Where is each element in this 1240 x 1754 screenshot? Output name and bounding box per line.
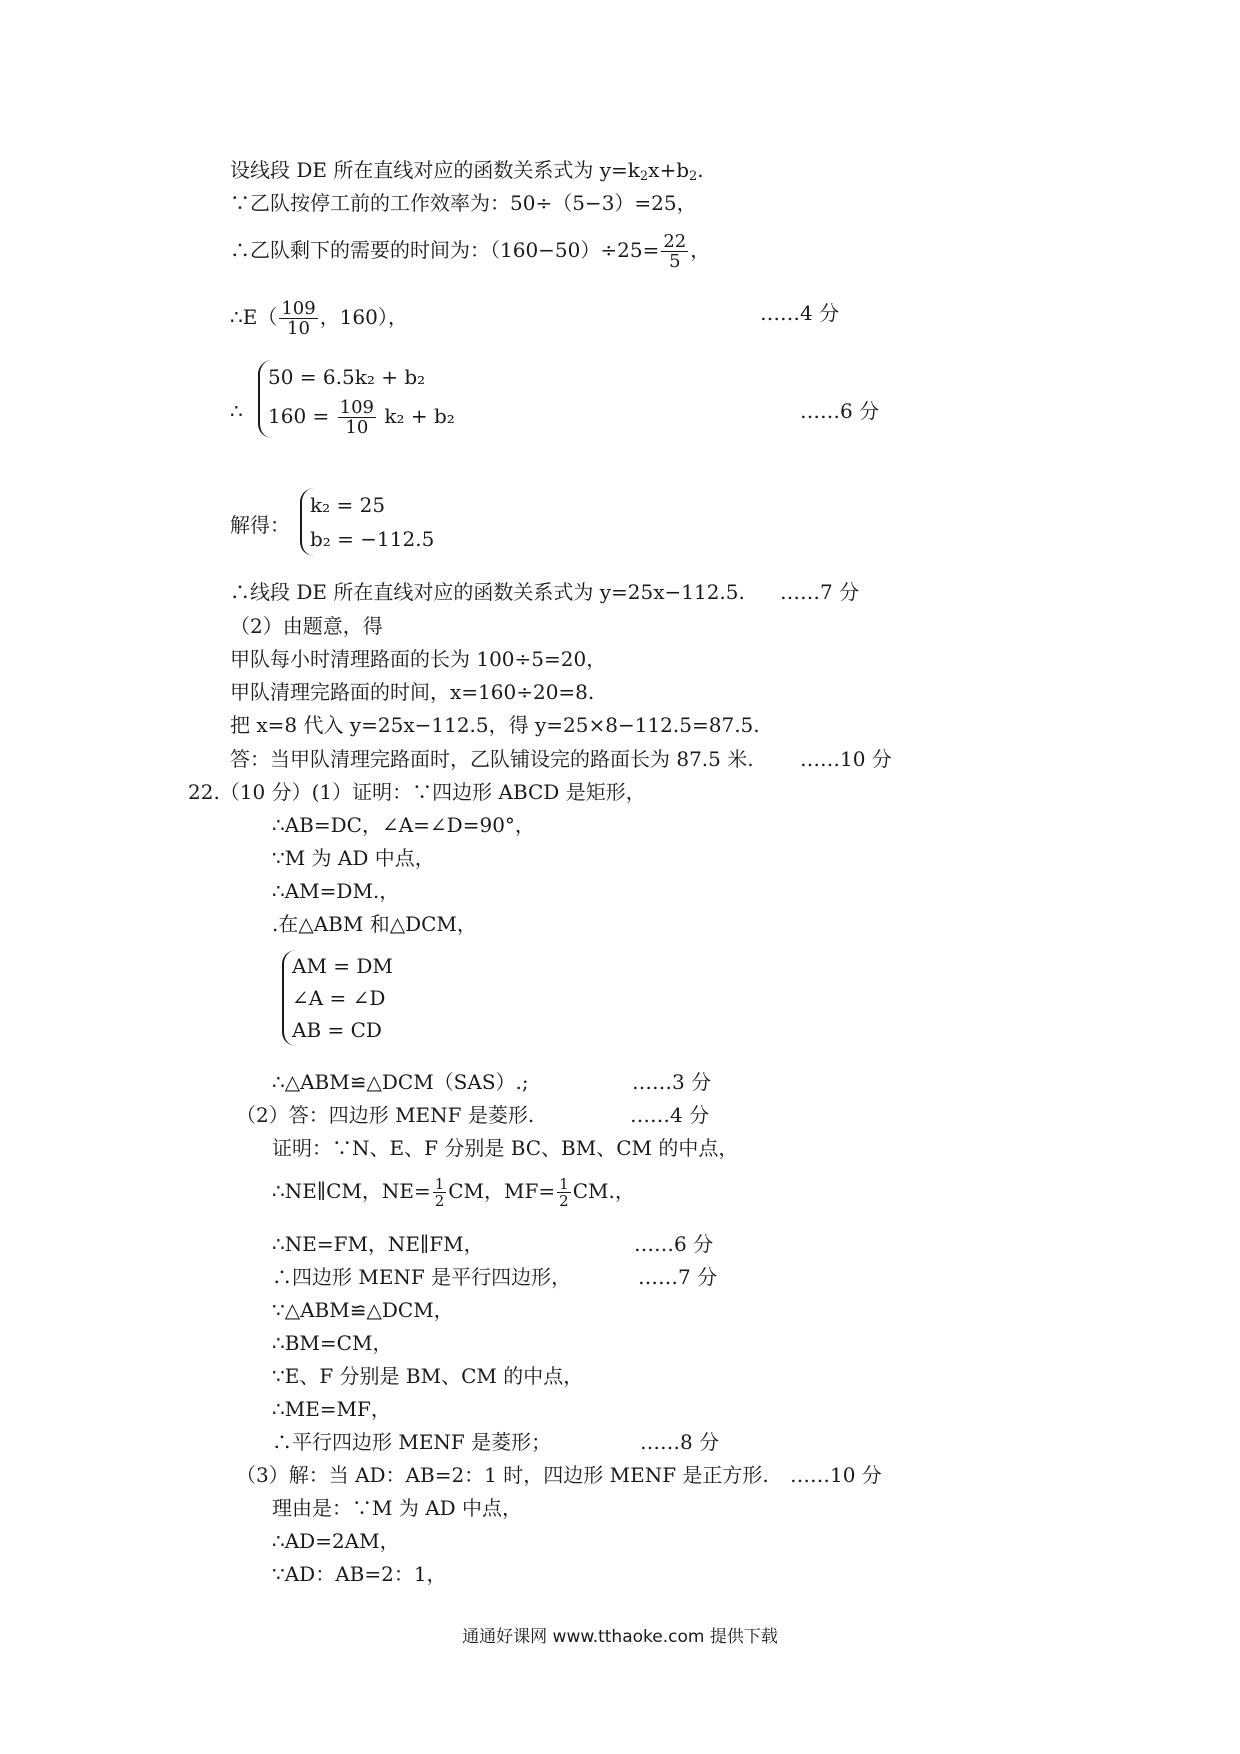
score-marker: ……7 分: [780, 580, 860, 604]
equation-lead: 解得：: [230, 513, 290, 537]
text-line: ∵E、F 分别是 BM、CM 的中点，: [272, 1364, 584, 1388]
score-marker: ……6 分: [800, 399, 880, 423]
text-line: 把 x=8 代入 y=25x−112.5，得 y=25×8−112.5=87.5.: [230, 713, 760, 737]
text-line: （3）解：当 AD：AB=2：1 时，四边形 MENF 是正方形.: [236, 1463, 769, 1487]
text-line: .在△ABM 和△DCM，: [272, 912, 477, 936]
equation-row: b₂ = −112.5: [310, 527, 435, 551]
equation-lead: ∴: [230, 399, 243, 423]
text-line: ∴BM=CM，: [272, 1331, 393, 1355]
text-line: ∴NE∥CM，NE= $\frac{1}{2}$ CM，MF= $\frac{1}{2}$ CM.，: [272, 1175, 635, 1210]
score-marker: ……6 分: [634, 1232, 714, 1256]
text-line: ∴ME=MF，: [272, 1397, 391, 1421]
question-heading: 22.（10 分）(1）证明：∵四边形 ABCD 是矩形，: [188, 780, 646, 804]
text-line: ∴△ABM≌△DCM（SAS）.;: [272, 1070, 529, 1094]
equation-row: k₂ = 25: [310, 493, 386, 517]
text-line: ∴平行四边形 MENF 是菱形；: [272, 1430, 552, 1454]
score-marker: ……8 分: [640, 1430, 720, 1454]
text-line: ∵AD：AB=2：1，: [272, 1562, 447, 1586]
score-marker: ……3 分: [632, 1070, 712, 1094]
text-line: （2）由题意，得: [230, 614, 383, 638]
text-line: 理由是：∵M 为 AD 中点，: [272, 1496, 523, 1520]
fraction: $\frac{22}{5}$: [663, 231, 687, 272]
text-line: 答：当甲队清理完路面时，乙队铺设完的路面长为 87.5 米.: [230, 747, 754, 771]
text-line: ∵乙队按停工前的工作效率为：50÷（5−3）=25，: [230, 191, 697, 215]
equation-system: [282, 950, 393, 1046]
text-line: ∴AM=DM.，: [272, 879, 400, 903]
fraction: $\frac{109}{10}$: [281, 298, 316, 339]
text-line: ∴AB=DC，∠A=∠D=90°，: [272, 813, 535, 837]
text-line: （2）答：四边形 MENF 是菱形.: [236, 1103, 535, 1127]
equation-row: AM = DM: [292, 954, 393, 978]
text-line: ∴四边形 MENF 是平行四边形，: [272, 1265, 572, 1289]
text-line: ∵M 为 AD 中点，: [272, 846, 435, 870]
text-line: ∴E（ $\frac{109}{10}$ ，160），: [230, 298, 408, 339]
score-marker: ……7 分: [638, 1265, 718, 1289]
equation-row: 50 = 6.5k₂ + b₂: [268, 365, 426, 389]
text-line: ∴乙队剩下的需要的时间为：（160−50）÷25= $\frac{22}{5}$ ，: [230, 231, 711, 272]
text-line: ∴NE=FM，NE∥FM，: [272, 1232, 484, 1256]
equation-system: [300, 488, 434, 556]
score-marker: ……4 分: [630, 1103, 710, 1127]
text-line: 证明：∵N、E、F 分别是 BC、BM、CM 的中点，: [272, 1136, 739, 1160]
text-line: 设线段 DE 所在直线对应的函数关系式为 $y=k_2x+b_2$.: [230, 158, 704, 184]
page-footer: 通通好课网 www.tthaoke.com 提供下载: [462, 1627, 778, 1647]
text-line: ∴AD=2AM，: [272, 1529, 400, 1553]
equation-row: 160 = $\frac{109}{10}$ k₂ + b₂: [268, 397, 455, 438]
equation-system: [258, 360, 455, 438]
score-marker: ……10 分: [790, 1463, 882, 1487]
text-line: 甲队清理完路面的时间，x=160÷20=8.: [230, 680, 595, 704]
score-marker: ……4 分: [760, 301, 840, 325]
equation-row: AB = CD: [292, 1018, 382, 1042]
text-line: ∵△ABM≌△DCM，: [272, 1298, 454, 1322]
equation-row: ∠A = ∠D: [292, 986, 386, 1010]
text-line: 甲队每小时清理路面的长为 100÷5=20，: [230, 647, 607, 671]
fraction: $\frac{1}{2}$: [434, 1175, 445, 1210]
text-line: ∴线段 DE 所在直线对应的函数关系式为 y=25x−112.5.: [230, 580, 745, 604]
fraction: $\frac{109}{10}$: [339, 397, 375, 438]
fraction: $\frac{1}{2}$: [559, 1175, 569, 1210]
score-marker: ……10 分: [800, 747, 892, 771]
